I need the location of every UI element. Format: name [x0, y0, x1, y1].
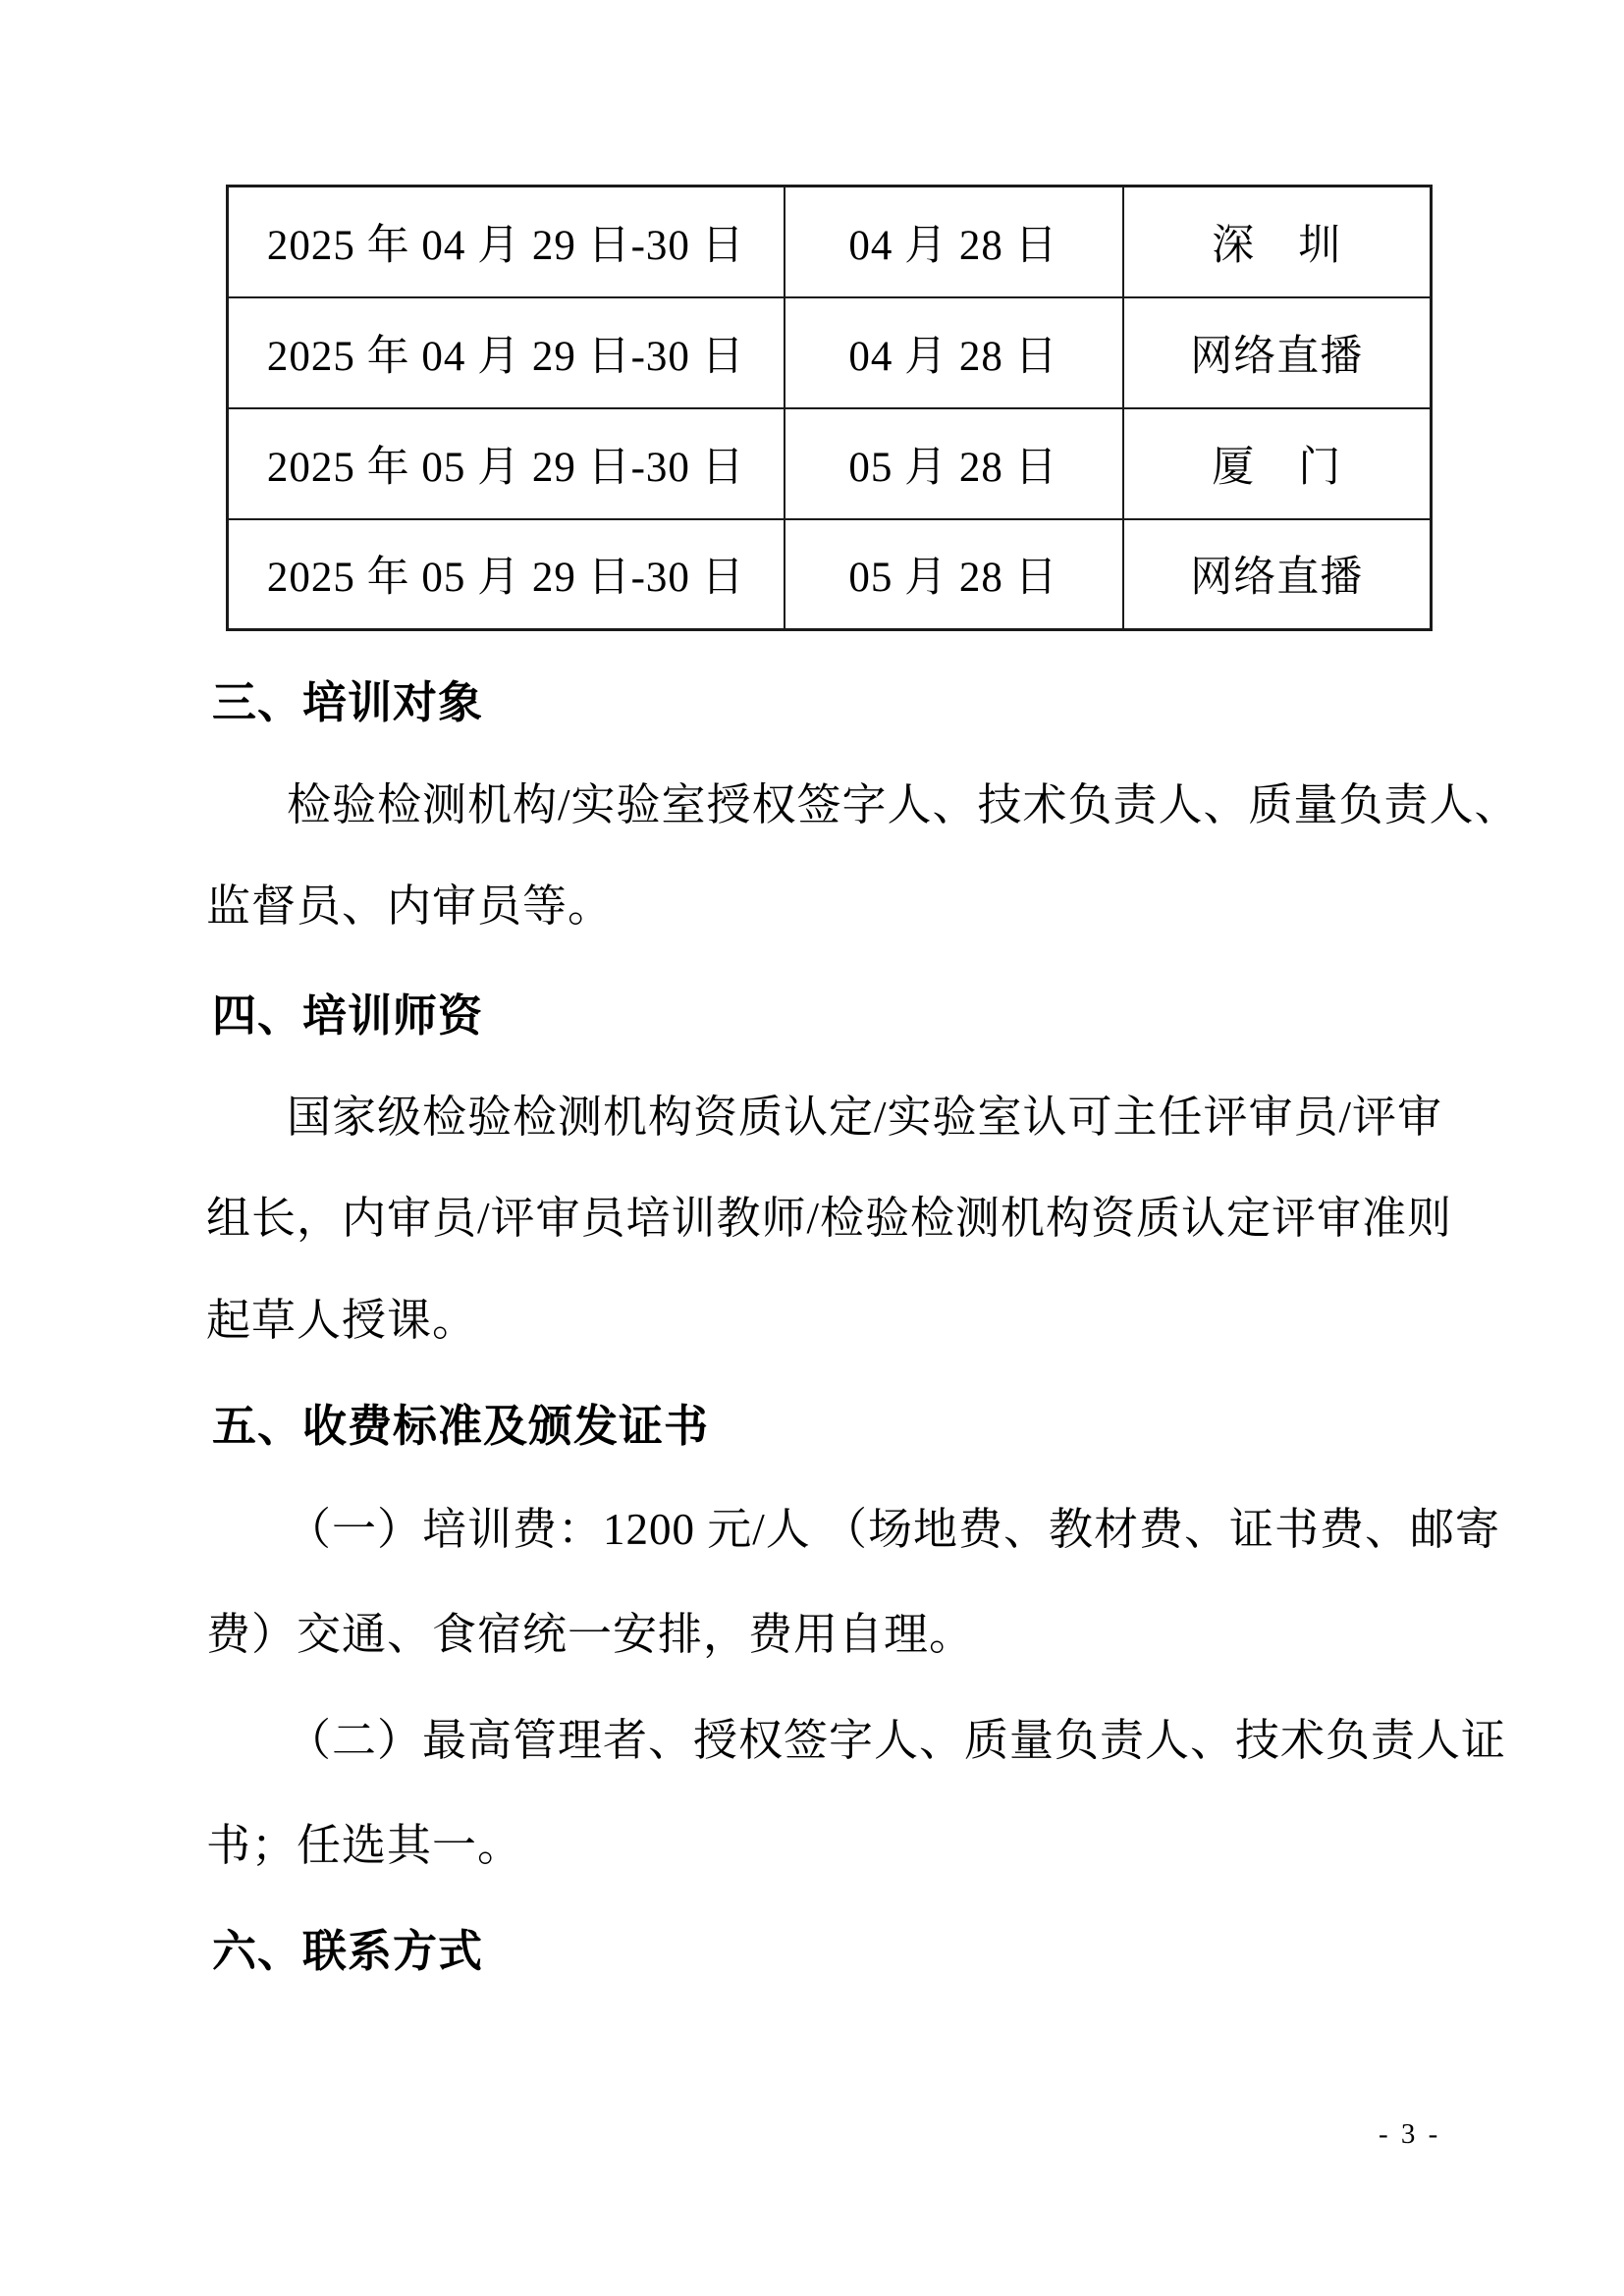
- paragraph-line: （二）最高管理者、授权签字人、质量负责人、技术负责人证: [287, 1716, 1507, 1765]
- table-row: [228, 297, 1432, 408]
- location-cell: 深 圳: [1123, 187, 1432, 297]
- location-cell: 网络直播: [1123, 297, 1432, 408]
- report-date-cell: 05 月 28 日: [785, 408, 1123, 519]
- section-heading-contact: 六、联系方式: [212, 1927, 484, 1976]
- report-date-cell: 04 月 28 日: [785, 297, 1123, 408]
- training-schedule-table: [226, 185, 1433, 631]
- training-date-cell: 2025 年 04 月 29 日-30 日: [228, 187, 785, 297]
- paragraph-line: 检验检测机构/实验室授权签字人、技术负责人、质量负责人、: [287, 780, 1520, 829]
- training-date-cell: 2025 年 05 月 29 日-30 日: [228, 408, 785, 519]
- table-row: [228, 519, 1432, 630]
- report-date-cell: 05 月 28 日: [785, 519, 1123, 630]
- section-heading-trainers: 四、培训师资: [212, 991, 484, 1041]
- section-heading-fees-certificates: 五、收费标准及颁发证书: [212, 1402, 710, 1451]
- table-row: [228, 187, 1432, 297]
- paragraph-line: 监督员、内审员等。: [206, 881, 614, 931]
- page-number: - 3 -: [1379, 2118, 1441, 2150]
- table-row: [228, 408, 1432, 519]
- paragraph-line: 起草人授课。: [206, 1296, 478, 1345]
- paragraph-line: 国家级检验检测机构资质认定/实验室认可主任评审员/评审: [287, 1093, 1443, 1142]
- paragraph-line: 书；任选其一。: [206, 1821, 523, 1870]
- training-date-cell: 2025 年 05 月 29 日-30 日: [228, 519, 785, 630]
- location-cell: 网络直播: [1123, 519, 1432, 630]
- paragraph-line: 组长，内审员/评审员培训教师/检验检测机构资质认定评审准则: [206, 1194, 1453, 1243]
- section-heading-training-targets: 三、培训对象: [212, 678, 484, 727]
- training-date-cell: 2025 年 04 月 29 日-30 日: [228, 297, 785, 408]
- paragraph-line: （一）培训费：1200 元/人 （场地费、教材费、证书费、邮寄: [287, 1505, 1501, 1554]
- report-date-cell: 04 月 28 日: [785, 187, 1123, 297]
- location-cell: 厦 门: [1123, 408, 1432, 519]
- paragraph-line: 费）交通、食宿统一安排，费用自理。: [206, 1610, 975, 1659]
